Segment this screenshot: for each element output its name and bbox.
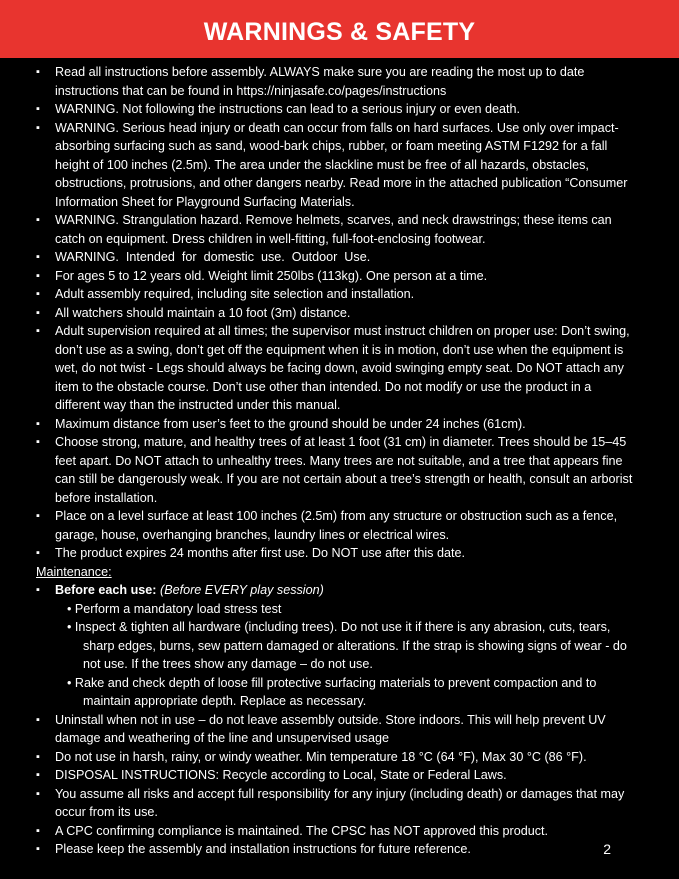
sub-list-item: • Inspect & tighten all hardware (including trees). Do not use it if there is any abrasion, cuts, tears, sharp edges, burns, sew pattern damaged or alterations. If the strap is showing signs of wear - do not use. If the trees show any damage – do not use. bbox=[67, 620, 627, 671]
list-item: ▪ Adult assembly required, including site selection and installation. bbox=[36, 285, 636, 304]
sub-list-item: • Rake and check depth of loose fill protective surfacing materials to prevent compaction and to maintain appropriate depth. Replace as necessary. bbox=[67, 675, 597, 708]
list-item: ▪ WARNING. Serious head injury or death can occur from falls on hard surfaces. Use only over impact-absorbing surfacing such as sand, wood-bark chips, rubber, or foam meeting ASTM F1292 for a fall height of 100 inches (2.5m). The area under the slackline must be free of all hazards, obstacles, obstructions, protrusions, and other dangers nearby. Read more in the attached publication “Consumer Information Sheet for Playground Surfacing Materials. bbox=[36, 119, 636, 212]
list-item: ▪ Do not use in harsh, rainy, or windy weather. Min temperature 18 °C (64 °F), Max 30 °C (86 °F). bbox=[36, 748, 636, 767]
list-item: ▪ Maximum distance from user’s feet to the ground should be under 24 inches (61cm). bbox=[36, 415, 636, 434]
list-item: ▪ A CPC confirming compliance is maintained. The CPSC has NOT approved this product. bbox=[36, 822, 636, 841]
before-each-use-note: (Before EVERY play session) bbox=[160, 583, 324, 597]
list-item: ▪ Choose strong, mature, and healthy trees of at least 1 foot (31 cm) in diameter. Trees should be 15–45 feet apart. Do NOT attach to unhealthy trees. Many trees are not suitable, and a tree that appears fine can still be dangerously weak. If you are not certain about a tree’s strength or health, consult an arborist before installation. bbox=[36, 433, 636, 507]
list-item: ▪ Read all instructions before assembly. ALWAYS make sure you are reading the most up to date instructions that can be found in https://ninjasafe.co/pages/instructions bbox=[36, 63, 636, 100]
list-item: ▪ Uninstall when not in use – do not leave assembly outside. Store indoors. This will help prevent UV damage and weathering of the line and unsupervised usage bbox=[36, 711, 636, 748]
list-item: ▪ Place on a level surface at least 100 inches (2.5m) from any structure or obstruction such as a fence, garage, house, overhanging branches, laundry lines or electrical wires. bbox=[36, 507, 636, 544]
list-item: ▪ You assume all risks and accept full responsibility for any injury (including death) or damages that may occur from its use. bbox=[36, 785, 636, 822]
list-item: ▪ WARNING. Not following the instructions can lead to a serious injury or even death. bbox=[36, 100, 636, 119]
list-item: ▪ DISPOSAL INSTRUCTIONS: Recycle according to Local, State or Federal Laws. bbox=[36, 766, 636, 785]
before-each-use-label: Before each use: bbox=[55, 583, 157, 597]
header-banner bbox=[0, 0, 679, 58]
list-item: ▪ The product expires 24 months after first use. Do NOT use after this date. bbox=[36, 544, 636, 563]
warnings-list bbox=[36, 63, 636, 859]
maintenance-heading: Maintenance: bbox=[36, 564, 112, 579]
sub-list-item: • Perform a mandatory load stress test bbox=[67, 601, 282, 616]
list-item: ▪ For ages 5 to 12 years old. Weight limit 250lbs (113kg). One person at a time. bbox=[36, 267, 636, 286]
before-each-use-item bbox=[36, 581, 636, 600]
list-item: ▪ WARNING. Strangulation hazard. Remove helmets, scarves, and neck drawstrings; these items can catch on equipment. Dress children in well-fitting, full-foot-enclosing footwear. bbox=[36, 211, 636, 248]
list-item: ▪ All watchers should maintain a 10 foot (3m) distance. bbox=[36, 304, 636, 323]
page-title: WARNINGS & SAFETY bbox=[203, 18, 476, 46]
list-item: ▪ WARNING. Intended for domestic use. Outdoor Use. bbox=[36, 248, 636, 267]
page-number: 2 bbox=[603, 841, 611, 857]
list-item: ▪ Please keep the assembly and installation instructions for future reference. bbox=[36, 840, 636, 859]
list-item: ▪ Adult supervision required at all times; the supervisor must instruct children on proper use: Don’t swing, don’t use as a swing, don’t get off the equipment when it is in motion, don’t use when the equipment is wet, do not twist - Legs should always be facing down, avoid swinging empty seat. Do NOT attach any item to the obstacle course. Don’t use other than intended. Do not modify or use the product in a different way than the instructed under this manual. bbox=[36, 322, 636, 415]
